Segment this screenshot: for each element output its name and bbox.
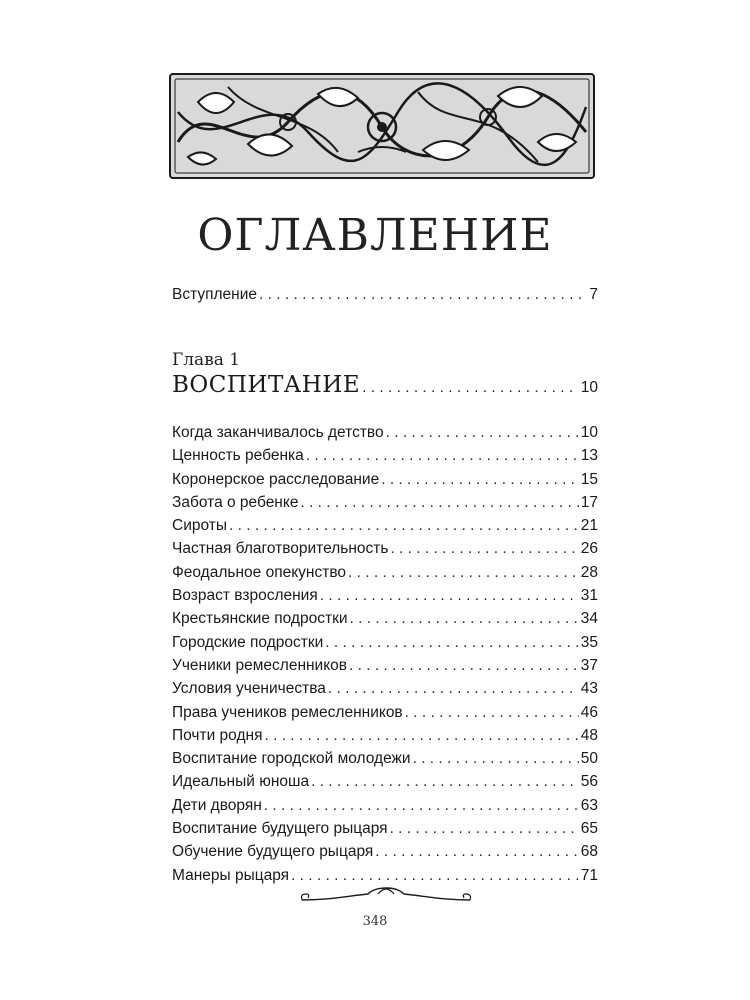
- toc-entry-page: 7: [589, 286, 598, 303]
- toc-entry-label: Манеры рыцаря: [172, 866, 290, 884]
- toc-dot-leader: [350, 610, 579, 628]
- toc-entries-list: [172, 424, 598, 890]
- toc-entry-label: Идеальный юноша: [172, 773, 310, 791]
- toc-dot-leader: [381, 471, 579, 489]
- toc-entry-page: 35: [580, 633, 598, 651]
- toc-entry-page: 31: [580, 587, 598, 605]
- chapter-page: 10: [580, 379, 598, 396]
- toc-dot-leader: [405, 704, 579, 722]
- toc-entry-label: Обучение будущего рыцаря: [172, 843, 374, 861]
- toc-dot-leader: [264, 727, 578, 745]
- toc-entry-label: Ценность ребенка: [172, 447, 304, 465]
- toc-entry[interactable]: [172, 657, 598, 680]
- toc-entry-page: 68: [580, 843, 598, 861]
- toc-entry[interactable]: [172, 820, 598, 843]
- toc-dot-leader: [306, 447, 579, 465]
- toc-entry[interactable]: [172, 447, 598, 470]
- toc-entry-page: 46: [580, 703, 598, 721]
- toc-entry[interactable]: [172, 587, 598, 610]
- header-ornament-icon: [168, 72, 596, 180]
- toc-entry-label: Коронерское расследование: [172, 470, 380, 488]
- toc-entry-label: Забота о ребенке: [172, 493, 299, 511]
- toc-entry-label: Условия ученичества: [172, 680, 326, 698]
- toc-dot-leader: [264, 797, 579, 815]
- toc-entry-label: Ученики ремесленников: [172, 656, 348, 674]
- toc-entry[interactable]: [172, 680, 598, 703]
- toc-dot-leader: [300, 494, 578, 512]
- toc-entry-page: 13: [580, 447, 598, 465]
- toc-dot-leader: [362, 379, 579, 397]
- toc-entry-label: Воспитание будущего рыцаря: [172, 820, 388, 838]
- toc-dot-leader: [386, 424, 579, 442]
- toc-entry-page: 26: [580, 540, 598, 558]
- toc-entry-page: 28: [580, 563, 598, 581]
- toc-dot-leader: [349, 657, 579, 675]
- toc-entry-page: 43: [580, 680, 598, 698]
- toc-entry-label: Городские подростки: [172, 633, 324, 651]
- toc-entry[interactable]: [172, 634, 598, 657]
- toc-chapter-heading[interactable]: [172, 372, 598, 398]
- toc-dot-leader: [390, 820, 579, 838]
- toc-entry[interactable]: [172, 727, 598, 750]
- toc-dot-leader: [325, 634, 578, 652]
- toc-entry-label: Дети дворян: [172, 796, 262, 814]
- toc-entry[interactable]: [172, 494, 598, 517]
- toc-entry-label: Почти родня: [172, 726, 263, 744]
- toc-dot-leader: [375, 843, 578, 861]
- toc-entry[interactable]: [172, 773, 598, 796]
- toc-entry-label: Воспитание городской молодежи: [172, 750, 411, 768]
- toc-entry[interactable]: [172, 424, 598, 447]
- toc-entry-page: 37: [580, 656, 598, 674]
- toc-entry-page: 21: [580, 517, 598, 535]
- page-number: 348: [362, 914, 388, 929]
- flourish-divider-icon: [298, 882, 474, 908]
- toc-entry-page: 56: [580, 773, 598, 791]
- toc-dot-leader: [413, 750, 579, 768]
- toc-entry-label: Частная благотворительность: [172, 540, 389, 558]
- toc-entry[interactable]: [172, 471, 598, 494]
- toc-entry[interactable]: [172, 610, 598, 633]
- toc-entry-page: 65: [580, 820, 598, 838]
- toc-entry-page: 34: [580, 610, 598, 628]
- toc-entry-label: Феодальное опекунство: [172, 563, 347, 581]
- toc-entry[interactable]: [172, 797, 598, 820]
- toc-entry-page: 10: [580, 424, 598, 441]
- toc-dot-leader: [229, 517, 579, 535]
- chapter-title: ВОСПИТАНИЕ: [172, 372, 361, 398]
- toc-entry[interactable]: [172, 843, 598, 866]
- toc-dot-leader: [390, 540, 578, 558]
- toc-entry-page: 48: [580, 726, 598, 744]
- toc-dot-leader: [348, 564, 579, 582]
- toc-entry-page: 50: [580, 750, 598, 768]
- toc-dot-leader: [311, 773, 579, 791]
- toc-entry-page: 71: [580, 866, 598, 884]
- toc-dot-leader: [328, 680, 579, 698]
- toc-entry-label: Крестьянские подростки: [172, 610, 348, 628]
- toc-entry[interactable]: [172, 564, 598, 587]
- toc-title: ОГЛАВЛЕНИЕ: [197, 210, 553, 261]
- toc-dot-leader: [320, 587, 579, 605]
- toc-entry-page: 17: [580, 493, 598, 511]
- toc-entry-label: Вступление: [172, 286, 258, 303]
- toc-entry-label: Права учеников ремесленников: [172, 703, 403, 721]
- toc-entry[interactable]: [172, 540, 598, 563]
- toc-entry[interactable]: [172, 750, 598, 773]
- chapter-label: Глава 1: [172, 350, 241, 370]
- toc-entry-label: Когда заканчивалось детство: [172, 424, 384, 441]
- toc-entry-page: 63: [580, 796, 598, 814]
- toc-entry[interactable]: [172, 704, 598, 727]
- toc-entry-intro[interactable]: [172, 286, 598, 304]
- toc-entry-label: Сироты: [172, 517, 227, 535]
- toc-entry[interactable]: [172, 517, 598, 540]
- toc-dot-leader: [259, 286, 587, 304]
- toc-entry-label: Возраст взросления: [172, 587, 318, 605]
- toc-entry-page: 15: [580, 470, 598, 488]
